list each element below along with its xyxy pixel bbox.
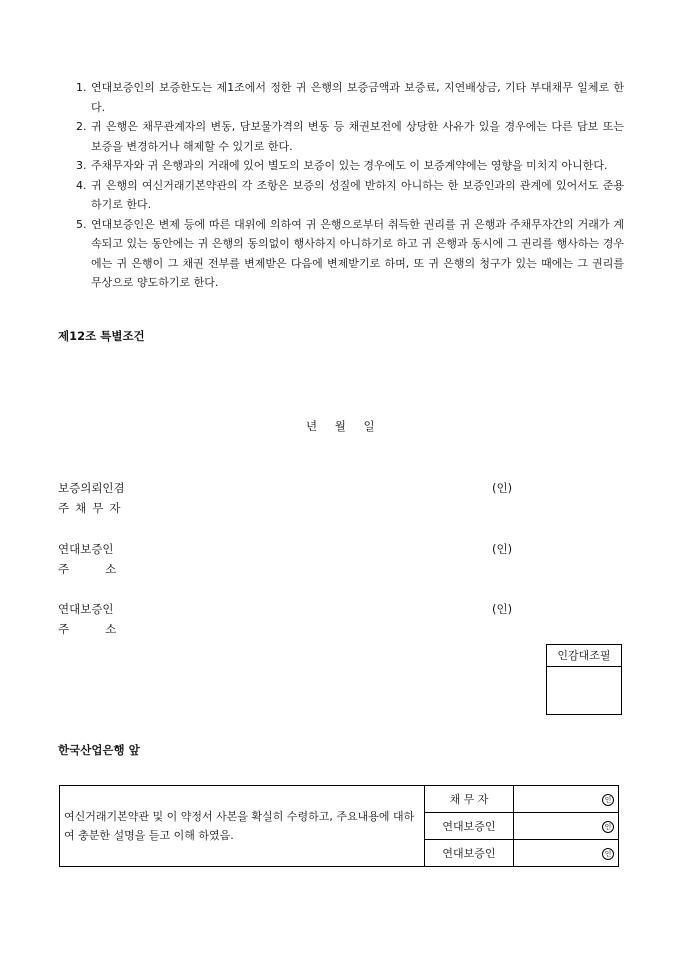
date-line: 년 월 일 <box>306 419 375 433</box>
address-label: 주소 <box>58 622 153 636</box>
role-cell: 연대보증인 <box>425 813 514 840</box>
seal-circle-icon: 인 <box>602 848 614 860</box>
table-row <box>60 786 619 813</box>
seal-mark: (인) <box>492 602 513 616</box>
clause-item <box>76 117 624 156</box>
seal-mark: (인) <box>492 481 513 495</box>
clause-text: 귀 은행은 채무관계자의 변동, 담보물가격의 변동 등 채권보전에 상당한 사유가 있을 경우에는 다른 담보 또는 보증을 변경하거나 해제할 수 있기로 한다. <box>91 120 624 153</box>
confirmation-table <box>59 785 619 867</box>
clause-text: 연대보증인의 보증한도는 제1조에서 정한 귀 은행의 보증금액과 보증료, 지연배상금, 기타 부대채무 일체로 한다. <box>91 81 624 114</box>
signature-cell[interactable] <box>514 813 619 840</box>
clause-text: 귀 은행의 여신거래기본약관의 각 조항은 보증의 성질에 반하지 아니하는 한 보증인과의 관계에 있어서도 준용하기로 한다. <box>91 178 624 211</box>
guarantor-label: 연대보증인 <box>58 602 114 616</box>
clause-item <box>76 78 624 117</box>
clause-text: 연대보증인은 변제 등에 따른 대위에 의하여 귀 은행으로부터 취득한 권리를 귀 은행과 주채무자간의 거래가 계속되고 있는 동안에는 귀 은행의 동의없이 행사하지 아니하기로 하고 귀 은행과 동시에 그 권리를 행사하는 경우에는 귀 은행이 그 채권 전부를 변제받은 다음에 변제받기로 하며, 또 귀 은행의 청구가 있는 때에는 그 권리를 무상으로 양도하기로 한다. <box>91 217 624 289</box>
seal-circle-icon: 인 <box>602 794 614 806</box>
signature-cell[interactable] <box>514 786 619 813</box>
clause-number: 2. <box>76 120 87 133</box>
clause-text: 주채무자와 귀 은행과의 거래에 있어 별도의 보증이 있는 경우에도 이 보증계약에는 영향을 미치지 아니한다. <box>91 159 608 172</box>
clause-number: 4. <box>76 178 87 192</box>
clause-item <box>76 176 624 215</box>
clause-item <box>76 156 624 176</box>
seal-circle-icon: 인 <box>602 821 614 833</box>
role-cell: 채 무 자 <box>425 786 514 813</box>
role-cell: 연대보증인 <box>425 840 514 867</box>
clause-item <box>76 215 624 293</box>
seal-mark: (인) <box>492 542 513 556</box>
addressee-heading: 한국산업은행 앞 <box>58 743 140 757</box>
confirmation-statement: 여신거래기본약관 및 이 약정서 사본을 확실히 수령하고, 주요내용에 대하여 충분한 설명을 듣고 이해 하였음. <box>60 786 425 867</box>
clause-number: 1. <box>76 81 87 94</box>
clause-number: 5. <box>76 217 87 231</box>
clause-number: 3. <box>76 159 87 172</box>
guarantor-label: 연대보증인 <box>58 542 114 556</box>
address-label: 주소 <box>58 562 153 576</box>
main-debtor-label: 주채무자 <box>58 501 127 515</box>
guarantee-requester-label: 보증의뢰인겸 <box>58 481 125 495</box>
signature-cell[interactable] <box>514 840 619 867</box>
clause-list <box>76 78 624 293</box>
seal-comparison-box <box>546 644 622 715</box>
seal-comparison-label: 인감대조필 <box>547 645 621 667</box>
article-12-heading: 제12조 특별조건 <box>58 329 145 343</box>
